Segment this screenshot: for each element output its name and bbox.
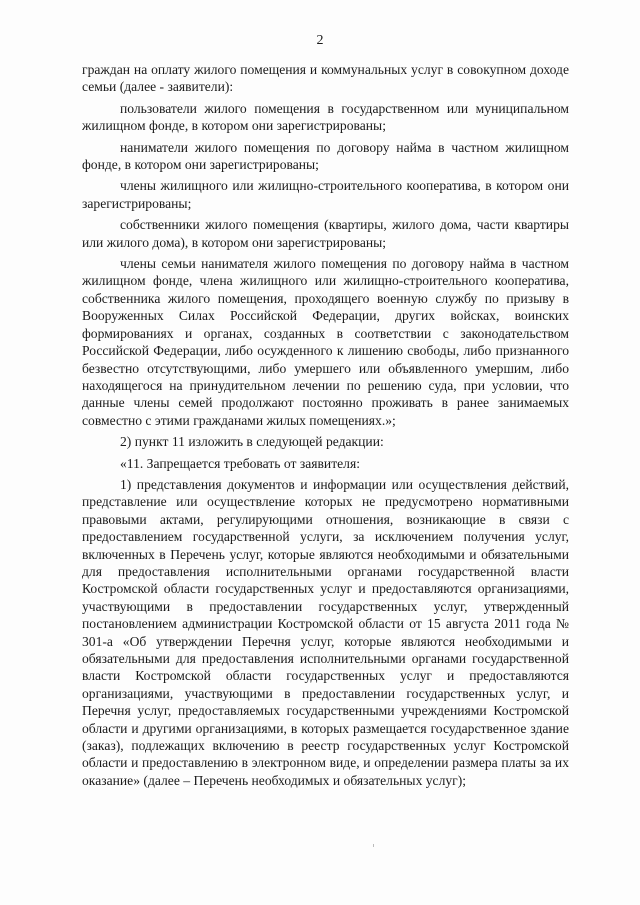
paragraph-applicants-intro: граждан на оплату жилого помещения и коммунальных услуг в совокупном доходе семьи (далее - заявители): — [82, 62, 569, 95]
page-number: 2 — [316, 33, 324, 48]
paragraph-users-state-fund: пользователи жилого помещения в государственном или муниципальном жилищном фонде, в котором они зарегистрированы; — [82, 100, 569, 134]
paragraph-subclause-1: 1) представления документов и информации или осуществления действий, представление или осуществление которых не предусмотрено нормативными правовыми актами, регулирующими отношения, возникающие в связи с предоставлением государственной услуги, за исключением получения услуг, включенных в Перечень услуг, которые являются необходимыми и обязательными для предоставления исполнительными органами государственной власти Костромской области государственных услуг и предоставляются организациями, участвующими в предоставлении государственных услуг, утвержденный постановлением администрации Костромской области от 15 августа 2011 года № 301-а «Об утверждении Перечня услуг, которые являются необходимыми и обязательными для предоставления исполнительными органами государственной власти Костромской области государственных услуг и предоставляются организациями, участвующими в предоставлении государственных услуг, и Перечня услуг, предоставляемых государственными учреждениями Костромской области и другими организациями, в которых размещается государственное здание (заказ), подлежащих включению в реестр государственных услуг Костромской области и предоставлению в электронном виде, и определении размера платы за их оказание» (далее – Перечень необходимых и обязательных услуг); — [82, 476, 569, 788]
paragraph-clause-11: «11. Запрещается требовать от заявителя: — [120, 455, 360, 471]
paragraph-tenants-private-fund: наниматели жилого помещения по договору найма в частном жилищном фонде, в котором они зарегистрированы; — [82, 139, 569, 173]
paragraph-owners: собственники жилого помещения (квартиры, жилого дома, части квартиры или жилого дома), в котором они зарегистрированы; — [82, 217, 569, 250]
paragraph-family-members: члены семьи нанимателя жилого помещения по договору найма в частном жилищном фонде, члена жилищного или жилищно-строительного кооператива, собственника жилого помещения, проходящего военную службу по призыву в Вооруженных Силах Российской Федерации, других войсках, воинских формированиях и органах, созданных в соответствии с законодательством Российской Федерации, либо осужденного к лишению свободы, либо признанного безвестно отсутствующими, либо умершего или объявленного умершим, либо находящегося на принудительном лечении по решению суда, при условии, что данные члены семей продолжают постоянно проживать в ранее занимаемых совместно с этими гражданами жилых помещениях.»; — [82, 256, 569, 428]
scan-mark — [373, 844, 374, 847]
paragraph-item-2: 2) пункт 11 изложить в следующей редакции: — [120, 434, 384, 450]
document-body — [82, 61, 569, 793]
paragraph-cooperative-members: члены жилищного или жилищно-строительного кооператива, в котором они зарегистрированы; — [82, 178, 569, 211]
